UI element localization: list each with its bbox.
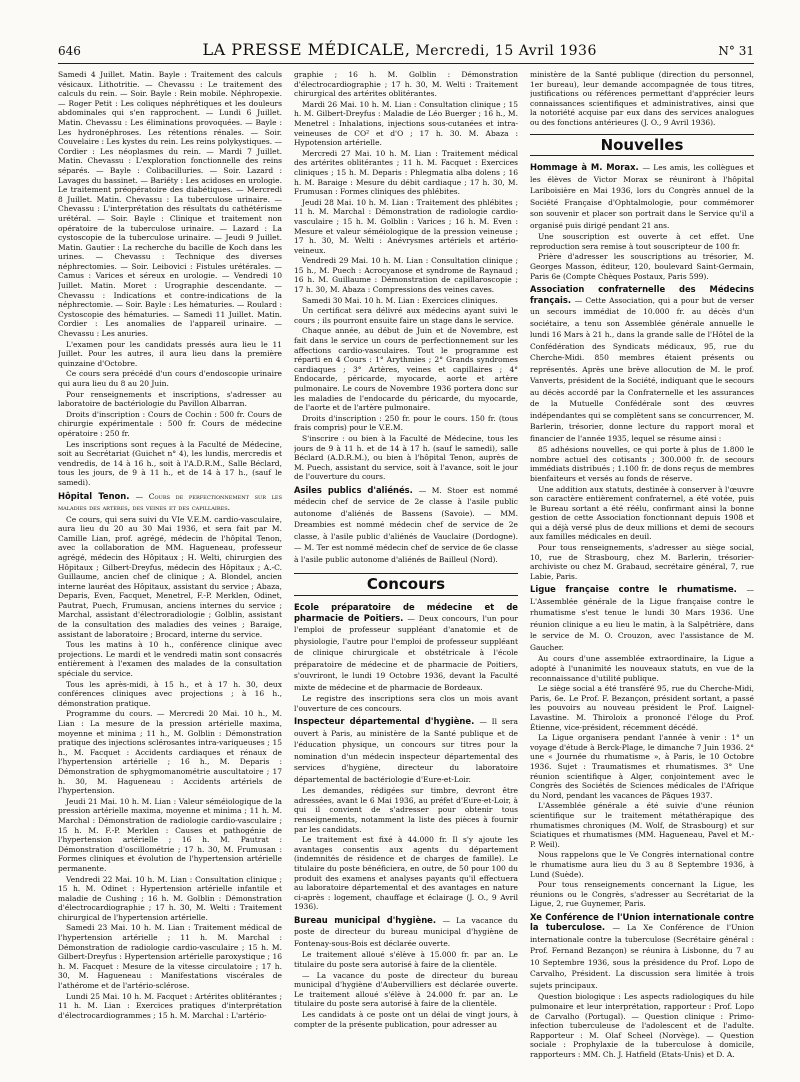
paragraph: Une addition aux statuts, destinée à conserver à l'œuvre son caractère entièrement confraternel, a été votée, puis le Bureau sortant a été réélu, confirmant ainsi la bonne gestion de cette Association fonctionnant depuis 1908 et qui a déjà versé plus de deux millions et demi de secours aux familles médicales en deuil.: [530, 484, 754, 542]
paragraph: Droits d'inscription : Cours de Cochin : 500 fr. Cours de chirurgie expérimentale : 500 fr. Cours de médecine opératoire : 250 fr.: [58, 409, 282, 438]
journal-title: LA PRESSE MÉDICALE,: [202, 40, 411, 59]
article-title: Hommage à M. Morax.: [530, 162, 639, 173]
article-title: Hôpital Tenon.: [58, 490, 130, 501]
paragraph: Samedi 4 Juillet. Matin. Bayle : Traitement des calculs vésicaux. Lithotritie. — Chevassu : Le traitement des calculs du rein. — Soir. Bayle : Rein mobile. Néphropexie. — Roger Petit : Les coliques néphrétiques et les douleurs abdominales qui s'en rapprochent. — Lundi 6 Juillet. Matin. Chevassu : Les éliminations provoquées. — Bayle : Les hydronéphroses. Les rétentions rénales. — Soir. Couvelaire : Les kystes du rein. Les reins polykystiques. — Cordier : Les néoplasmes du rein. — Mardi 7 Juillet. Matin. Chevassu : L'exploration fonctionnelle des reins séparés. — Bayle : Colibacilluries. — Soir. Lazard : Lavages du bassinet. — Bariéty : Les acidoses en urologie. Le traitement préopératoire des diabétiques. — Mercredi 8 Juillet. Matin. Chevassu : La tuberculose urinaire. — Chevassu : L'interprétation des résultats du cathétérisme urétéral. — Soir. Bayle : Clinique et traitement non opératoire de la tuberculose urinaire. — Lazard : La cystoscopie de la tuberculose urinaire. — Jeudi 9 Juillet. Matin. Gautier : La recherche du bacille de Koch dans les urines. — Chevassu : Technique des diverses néphrectomies. — Soir. Leibovici : Fistules urétérales. — Camus : Varices et séreux en urologie. — Vendredi 10 Juillet. Matin. Moret : Urographie descendante. — Chevassu : Indications et contre-indications de la néphrectomie. — Soir. Bayle : Les hématuries. — Roulard : Cystoscopie des hématuries. — Samedi 11 Juillet. Matin. Cordier : Les anomalies de l'appareil urinaire. — Chevassu : Les anuries.: [58, 70, 282, 339]
article-heading: [294, 716, 518, 785]
paragraph: La Ligue organisera pendant l'année à venir : 1° un voyage d'étude à Berck-Plage, le dimanche 7 Juin 1936. 2° une « Journée du rhumatisme », à Paris, le 10 Octobre 1936. Sujet : Traumatismes et rhumatismes. 3° Une réunion scientifique à Alger, conjointement avec le Congrès des Sociétés de Sciences médicales de l'Afrique du Nord, pendant les vacances de Pâques 1937.: [530, 733, 754, 800]
columns: [58, 70, 754, 1060]
page-number: 646: [58, 44, 81, 58]
paragraph: 85 adhésions nouvelles, ce qui porte à plus de 1.800 le nombre actuel des cotisants ; 300.000 fr. de secours immédiats distribués ; 1.100 fr. de dons reçus de membres bienfaiteurs et versés au fonds de réserve.: [530, 445, 754, 483]
paragraph: Pour renseignements et inscriptions, s'adresser au laboratoire de bactériologie du Pavillon Albarran.: [58, 389, 282, 409]
paragraph: Prière d'adresser les souscriptions au trésorier, M. Georges Masson, éditeur, 120, boulevard Saint-Germain, Paris 6e (Compte Chèques Postaux, Paris 599).: [530, 252, 754, 281]
paragraph: Jeudi 21 Mai. 10 h. M. Lian : Valeur séméiologique de la pression artérielle maxima, moyenne et minima ; 11 h. M. Marchal : Démonstration de radiologie cardio-vasculaire ; 15 h. M. F.-P. Merklen : Causes et pathogénie de l'hypertension artérielle ; 16 h. M. Pautrat : Démonstration d'oscillométrie ; 17 h. 30, M. Frumusan : Formes cliniques et évolution de l'hypertension artérielle permanente.: [58, 796, 282, 873]
paragraph: Tous les après-midi, à 15 h., et à 17 h. 30, deux conférences cliniques avec projections ; à 16 h., démonstration pratique.: [58, 679, 282, 708]
section-heading-nouvelles: Nouvelles: [530, 134, 754, 157]
column-1: [58, 70, 282, 1060]
paragraph: Ce cours sera précédé d'un cours d'endoscopie urinaire qui aura lieu du 8 au 20 Juin.: [58, 369, 282, 388]
column-3: [530, 70, 754, 1060]
paragraph: Une souscription est ouverte à cet effet. Une reproduction sera remise à tout souscripteur de 100 fr.: [530, 232, 754, 251]
page-header: [58, 40, 754, 64]
paragraph: — La vacance du poste de directeur du bureau municipal d'hygiène d'Aubervilliers est déclarée ouverte. Le traitement alloué s'élève à 24.000 fr. par an. Le titulaire du poste sera autorisé à faire de la clientèle.: [294, 970, 518, 1009]
paragraph: Tous les matins à 10 h., conférence clinique avec projections. Le mardi et le vendredi matin sont consacrés entièrement à l'examen des malades de la consultation spéciale du service.: [58, 640, 282, 679]
paragraph: Mercredi 27 Mai. 10 h. M. Lian : Traitement médical des artérites oblitérantes ; 11 h. M. Facquet : Exercices cliniques ; 15 h. M. Deparis : Phlegmatia alba dolens ; 16 h. M. Baraige : Mesure du débit cardiaque ; 17 h. 30, M. Frumusan : Formes cliniques des phlébites.: [294, 148, 518, 197]
paragraph: Mardi 26 Mai. 10 h. M. Lian : Consultation clinique ; 15 h. M. Gilbert-Dreyfus : Maladie de Léo Buerger ; 16 h., M. Menetrel : Inhalations, injections sous-cutanées et intra-veineuses de CO² et d'O ; 17 h. 30. M. Abaza : Hypotension artérielle.: [294, 99, 518, 148]
paragraph: Ce cours, qui sera suivi du VIe V.E.M. cardio-vasculaire, aura lieu du 20 au 30 Mai 1936, et sera fait par M. Camille Lian, prof. agrégé, médecin de l'hôpital Tenon, avec la collaboration de MM. Hagueneau, professeur agrégé, médecin des Hôpitaux ; H. Welti, chirurgien des Hôpitaux ; Gilbert-Dreyfus, médecin des Hôpitaux ; A.-C. Guillaume, ancien chef de clinique ; A. Blondel, ancien interne lauréat des Hôpitaux, assistant du service ; Abaza, Deparis, Even, Facquet, Menetrel, F.-P. Merklen, Odinet, Pautrat, Puech, Frumusan, anciens internes du service ; Marchal, assistant d'électroradiologie ; Golblin, assistant de la consultation des maladies des veines ; Baraige, assistant de laboratoire ; Brocard, interne du service.: [58, 514, 282, 639]
paragraph: Droits d'inscription : 250 fr. pour le cours. 150 fr. (tous frais compris) pour le V.E.M.: [294, 413, 518, 433]
column-2: [294, 70, 518, 1060]
paragraph: graphie ; 16 h. M. Golblin : Démonstration d'électrocardiographie ; 17 h. 30, M. Welti : Traitement chirurgical des artérites oblitérantes.: [294, 70, 518, 99]
issue-date: Mercredi, 15 Avril 1936: [415, 43, 597, 59]
paragraph: Chaque année, au début de Juin et de Novembre, est fait dans le service un cours de perfectionnement sur les affections cardio-vasculaires. Tout le programme est réparti en 4 Cours : 1° Arythmies ; 2° Grands syndromes cardiaques ; 3° Artères, veines et capillaires ; 4° Endocarde, péricarde, myocarde, aorte et artère pulmonaire. Le cours de Novembre 1936 portera donc sur les maladies de l'endocarde du péricarde, du myocarde, de l'aorte et de l'artère pulmonaire.: [294, 326, 518, 413]
article-lead: — La Xe Conférence de l'Union internationale contre la tuberculose (Secrétaire général : Prof. Fernand Bezançon) se réunira à Lisbonne, du 7 au 10 Septembre 1936, sous la présidence du Prof. Lopo de Carvalho, Président. La discussion sera limitée à trois sujets principaux.: [530, 923, 754, 990]
paragraph: Pour tous renseignements concernant la Ligue, les réunions ou le Congrès, s'adresser au Secrétariat de la Ligue, 2, rue Guynemer, Paris.: [530, 880, 754, 909]
article-title: Xe Conférence de l'Union internationale contre la tuberculose.: [530, 911, 754, 933]
article-title: Association confraternelle des Médecins français.: [530, 284, 754, 305]
article-heading: [530, 912, 754, 992]
article-lead: — M. Stoer est nommé médecin chef de service de 2e classe à l'asile public autonome d'aliénés de Bassens (Savoie). — MM. Dreambies est nommé médecin chef de service de 2e classe, à l'asile public d'aliénés de Vauclaire (Dordogne). — M. Ter est nommé médecin chef de service de 6e classe à l'asile public autonome d'aliénés de Bailleul (Nord).: [294, 485, 518, 564]
paragraph: Le siège social a été transféré 95, rue du Cherche-Midi, Paris, 6e. Le Prof. F. Bezançon, président sortant, a passé les pouvoirs au nouveau président le Prof. Laignel-Lavastine. M. Thiroloix a prononcé l'éloge du Prof. Étienne, vice-président, récemment décédé.: [530, 684, 754, 732]
article-lead: — Deux concours, l'un pour l'emploi de professeur suppléant d'anatomie et de physiologie, l'autre pour l'emploi de professeur suppléant de clinique chirurgicale et obstétricale à l'école préparatoire de médecine et de pharmacie de Poitiers, s'ouvriront, le lundi 19 Octobre 1936, devant la Faculté mixte de médecine et de pharmacie de Bordeaux.: [294, 613, 518, 692]
section-heading-concours: Concours: [294, 573, 518, 596]
issue-number: N° 31: [718, 44, 754, 58]
article-heading: [530, 284, 754, 444]
article-heading: [530, 162, 754, 231]
paragraph: Nous rappelons que le Ve Congrès international contre le rhumatisme aura lieu du 3 au 8 Septembre 1936, à Lund (Suède).: [530, 850, 754, 879]
article-lead: — La vacance du poste de directeur du bureau municipal d'hygiène de Fontenay-sous-Bois est déclarée ouverte.: [294, 915, 518, 948]
article-lead: — L'Assemblée générale de la Ligue française contre le rhumatisme s'est tenue le lundi 30 Mars 1936. Une réunion clinique a eu lieu le matin, à la Salpêtrière, dans le service de M. O. Crouzon, avec l'assistance de M. Gaucher.: [530, 585, 754, 652]
paragraph: Le traitement alloué s'élève à 15.000 fr. par an. Le titulaire du poste sera autorisé à faire de la clientèle.: [294, 950, 518, 970]
paragraph: Un certificat sera délivré aux médecins ayant suivi le cours ; ils pourront ensuite faire un stage dans le service.: [294, 306, 518, 325]
paragraph: Programme du cours. — Mercredi 20 Mai. 10 h., M. Lian : La mesure de la pression artérielle maxima, moyenne et minima ; 11 h., M. Golblin : Démonstration pratique des injections sclérosantes intra-variqueuses ; 15 h., M. Facquet : Accidents cardiaques et rénaux de l'hypertension artérielle ; 16 h., M. Deparis : Démonstration de sphygmomanométrie auscultatoire ; 17 h. 30, M. Hagueneau : Accidents artériels de l'hypertension.: [58, 709, 282, 796]
article-lead: — Cette Association, qui a pour but de verser un secours immédiat de 10.000 fr. au décès d'un sociétaire, a tenu son Assemblée générale annuelle le lundi 16 Mars à 21 h., dans la grande salle de l'Hôtel de la Confédération des Syndicats médicaux, 95, rue du Cherche-Midi. 850 membres étaient présents ou représentés. Après une brève allocution de M. le prof. Vanverts, président de la Société, indiquant que le secours au décès accordé par la Confraternelle et les assurances de la Mutuelle Confédérale sont des œuvres indépendantes qui se complètent sans se concurrencer, M. Barlerin, trésorier, donne lecture du rapport moral et financier de l'année 1935, lequel se résume ainsi :: [530, 295, 754, 443]
paragraph: Pour tous renseignements, s'adresser au siège social, 10, rue de Strasbourg, chez M. Barlerin, trésorier-archiviste ou chez M. Grabaud, secrétaire général, 7, rue Labie, Paris.: [530, 543, 754, 581]
article-lead: — Il sera ouvert à Paris, au ministère de la Santé publique et de l'éducation physique, un concours sur titres pour la nomination d'un médecin inspecteur départemental des services d'hygiène, directeur du laboratoire départemental de bactériologie d'Eure-et-Loir.: [294, 717, 518, 784]
paragraph: Lundi 25 Mai. 10 h. M. Facquet : Artérites oblitérantes ; 11 h. M. Lian : Exercices pratiques d'interprétation d'électrocardiogrammes ; 15 h. M. Marchal : L'artério-: [58, 991, 282, 1020]
paragraph: Les candidats à ce poste ont un délai de vingt jours, à compter de la présente publication, pour adresser au: [294, 1010, 518, 1029]
paragraph: Les demandes, rédigées sur timbre, devront être adressées, avant le 6 Mai 1936, au préfet d'Eure-et-Loir, à qui il convient de s'adresser pour obtenir tous renseignements, notamment la liste des pièces à fournir par les candidats.: [294, 786, 518, 834]
paragraph: Samedi 23 Mai. 10 h. M. Lian : Traitement médical de l'hypertension artérielle ; 11 h. M. Marchal : Démonstration de radiologie cardio-vasculaire ; 15 h. M. Gilbert-Dreyfus : Hypertension artérielle paroxystique ; 16 h. M. Facquet : Mesure de la vitesse circulatoire ; 17 h. 30, M. Hagueneau : Manifestations viscérales de l'athérome et de l'artério-sclérose.: [58, 923, 282, 991]
paragraph: Vendredi 29 Mai. 10 h. M. Lian : Consultation clinique ; 15 h., M. Puech : Acrocyanose et syndrome de Raynaud ; 16 h. M. Guillaume : Démonstration de capillaroscopie ; 17 h. 30, M. Abaza : Compressions des veines caves.: [294, 256, 518, 295]
paragraph: Vendredi 22 Mai. 10 h. M. Lian : Consultation clinique ; 15 h. M. Odinet : Hypertension artérielle infantile et maladie de Cushing ; 16 h. M. Golblin : Démonstration d'électrocardiographie ; 17 h. 30, M. Welti : Traitement chirurgical de l'hypertension artérielle.: [58, 874, 282, 922]
paragraph: Au cours d'une assemblée extraordinaire, la Ligue a adopté à l'unanimité les nouveaux statuts, en vue de la reconnaissance d'utilité publique.: [530, 654, 754, 683]
article-title: Asiles publics d'aliénés.: [294, 484, 413, 495]
paragraph: Les inscriptions sont reçues à la Faculté de Médecine, soit au Secrétariat (Guichet n° 4), les lundis, mercredis et vendredis, de 14 à 16 h., soit à l'A.D.R.M., Salle Béclard, tous les jours, de 9 à 11 h., et de 14 à 17 h., (sauf le samedi).: [58, 439, 282, 487]
paragraph: Jeudi 28 Mai. 10 h. M. Lian : Traitement des phlébites ; 11 h. M. Marchal : Démonstration de radiologie cardio-vasculaire ; 15 h. M. Golblin : Varices ; 16 h. M. Even : Mesure et valeur séméiologique de la pression veineuse ; 17 h. 30, M. Welti : Anévrysmes artériels et artério-veineux.: [294, 197, 518, 255]
article-title: Ligue française contre le rhumatisme.: [530, 584, 737, 595]
article-title: Ecole préparatoire de médecine et de pharmacie de Poitiers.: [294, 602, 518, 623]
paragraph: Le registre des inscriptions sera clos un mois avant l'ouverture de ces concours.: [294, 694, 518, 713]
paragraph: Le traitement est fixé à 44.000 fr. Il s'y ajoute les avantages consentis aux agents du département (indemnités de résidence et de charges de famille). Le titulaire du poste bénéficiera, en outre, de 50 pour 100 du produit des examens et analyses payants qu'il effectuera au laboratoire départemental et des avantages en nature ci-après : logement, chauffage et éclairage (J. O., 9 Avril 1936).: [294, 835, 518, 912]
article-heading: [294, 915, 518, 950]
article-heading: [530, 584, 754, 653]
paragraph: ministère de la Santé publique (direction du personnel, 1er bureau), leur demande accompagnée de tous titres, justifications ou références permettant d'apprécier leurs connaissances scientifiques et administratives, ainsi que la notoriété acquise par eux dans des services analogues ou des fonctions antérieures (J. O., 9 Avril 1936).: [530, 70, 754, 127]
paragraph: Samedi 30 Mai. 10 h. M. Lian : Exercices cliniques.: [302, 295, 498, 305]
masthead: [202, 40, 596, 59]
article-lead: — Cours de perfectionnement sur les maladies des artères, des veines et des capillaires.: [58, 491, 282, 513]
article-heading: [294, 485, 518, 566]
paragraph: L'Assemblée générale a été suivie d'une réunion scientifique sur le traitement métathérapique des rhumatismes chroniques (M. Wolf, de Strasbourg) et sur Sciatiques et rhumatismes (MM. Hagueneau, Pavel et M.-P. Weil).: [530, 801, 754, 849]
article-heading: [294, 602, 518, 693]
article-heading: [58, 491, 282, 514]
paragraph: Question biologique : Les aspects radiologiques du hile pulmonaire et leur interprétation, rapporteur : Prof. Lopo de Carvalho (Portugal). — Question clinique : Primo-infection tuberculeuse de l'adolescent et de l'adulte. Rapporteur : M. Olaf Scheel (Norvège). — Question sociale : Prophylaxie de la tuberculose à domicile, rapporteurs : MM. Ch. J. Hatfield (Etats-Unis) et D. A.: [530, 992, 754, 1059]
article-title: Bureau municipal d'hygiène.: [294, 914, 437, 925]
article-lead: — Les amis, les collègues et les élèves de Victor Morax se réuniront à l'hôpital Lariboisière en Mai 1936, lors du Congrès annuel de la Société Française d'Ophtalmologie, pour commémorer son souvenir et placer son portrait dans le Service qu'il a organisé puis dirigé pendant 21 ans.: [530, 163, 754, 230]
article-title: Inspecteur départemental d'hygiène.: [294, 716, 475, 727]
paragraph: L'examen pour les candidats pressés aura lieu le 11 Juillet. Pour les autres, il aura lieu dans la première quinzaine d'Octobre.: [58, 339, 282, 368]
paragraph: S'inscrire : ou bien à la Faculté de Médecine, tous les jours de 9 à 11 h. et de 14 à 17 h. (sauf le samedi), salle Béclard (A.D.R.M.), ou bien à l'hôpital Tenon, auprès de M. Puech, assistant du service, soit à l'avance, soit le jour de l'ouverture du cours.: [294, 433, 518, 482]
